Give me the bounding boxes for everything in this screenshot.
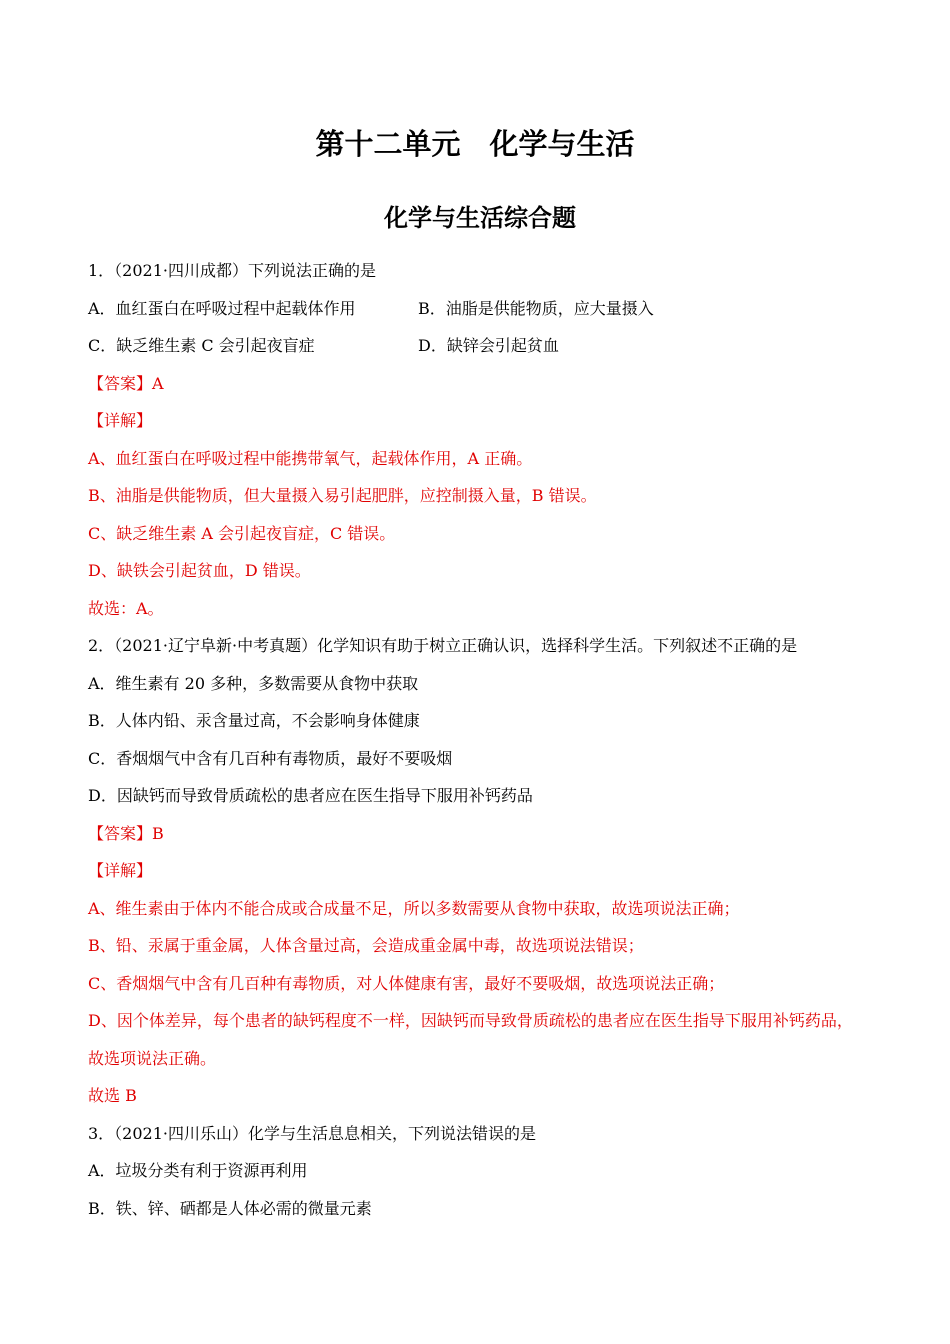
q2-option-d: D．因缺钙而导致骨质疏松的患者应在医生指导下服用补钙药品 — [88, 786, 533, 805]
q3-option-a: A．垃圾分类有利于资源再利用 — [88, 1161, 308, 1180]
q1-detail-d: D、缺铁会引起贫血，D 错误。 — [88, 561, 311, 580]
q1-detail-c: C、缺乏维生素 A 会引起夜盲症，C 错误。 — [88, 523, 396, 543]
q1-stem: 1．（2021·四川成都）下列说法正确的是 — [88, 261, 376, 280]
q1-detail-b: B、油脂是供能物质，但大量摄入易引起肥胖，应控制摄入量，B 错误。 — [88, 486, 597, 505]
q2-detail-c: C、香烟烟气中含有几百种有毒物质，对人体健康有害，最好不要吸烟，故选项说法正确； — [88, 973, 725, 993]
q2-detail-label: 【详解】 — [88, 861, 153, 880]
answer-label: 【答案】 — [88, 373, 153, 393]
q1-option-d: D．缺锌会引起贫血 — [418, 336, 559, 355]
q1-answer — [88, 365, 858, 403]
q1-conclusion: 故选：A。 — [88, 598, 164, 618]
answer-label: 【答案】 — [88, 823, 153, 843]
answer-value: A — [152, 373, 164, 393]
q2-detail-b: B、铅、汞属于重金属，人体含量过高，会造成重金属中毒，故选项说法错误； — [88, 936, 644, 955]
q1-detail-label: 【详解】 — [88, 411, 153, 430]
q1-options-row1 — [88, 290, 858, 328]
q3-stem: 3．（2021·四川乐山）化学与生活息息相关，下列说法错误的是 — [88, 1123, 536, 1143]
q2-answer — [88, 815, 858, 853]
q1-option-b: B．油脂是供能物质，应大量摄入 — [418, 298, 654, 318]
page-title: 第十二单元 化学与生活 — [315, 127, 635, 161]
q1-options-row2 — [88, 327, 858, 365]
q2-detail-d: D、因个体差异，每个患者的缺钙程度不一样，因缺钙而导致骨质疏松的患者应在医生指导下服用补钙药品，故选项说法正确。 — [88, 1011, 853, 1068]
q2-option-b: B．人体内铅、汞含量过高，不会影响身体健康 — [88, 711, 420, 730]
q2-stem: 2．（2021·辽宁阜新·中考真题）化学知识有助于树立正确认识，选择科学生活。下列叙述不正确的是 — [88, 636, 798, 655]
q1-option-a: A．血红蛋白在呼吸过程中起载体作用 — [88, 298, 356, 318]
q2-option-a: A．维生素有 20 多种，多数需要从食物中获取 — [88, 673, 419, 693]
q2-option-c: C．香烟烟气中含有几百种有毒物质，最好不要吸烟 — [88, 748, 453, 768]
q2-conclusion: 故选 B — [88, 1086, 137, 1105]
q1-detail-a: A、血红蛋白在呼吸过程中能携带氧气，起载体作用，A 正确。 — [88, 448, 533, 468]
q2-detail-a: A、维生素由于体内不能合成或合成量不足，所以多数需要从食物中获取，故选项说法正确； — [88, 898, 740, 918]
q1-option-c: C．缺乏维生素 C 会引起夜盲症 — [88, 336, 315, 355]
q3-option-b: B．铁、锌、硒都是人体必需的微量元素 — [88, 1198, 372, 1218]
answer-value: B — [152, 823, 164, 843]
document-body — [88, 252, 858, 1227]
page-subtitle: 化学与生活综合题 — [384, 204, 576, 232]
